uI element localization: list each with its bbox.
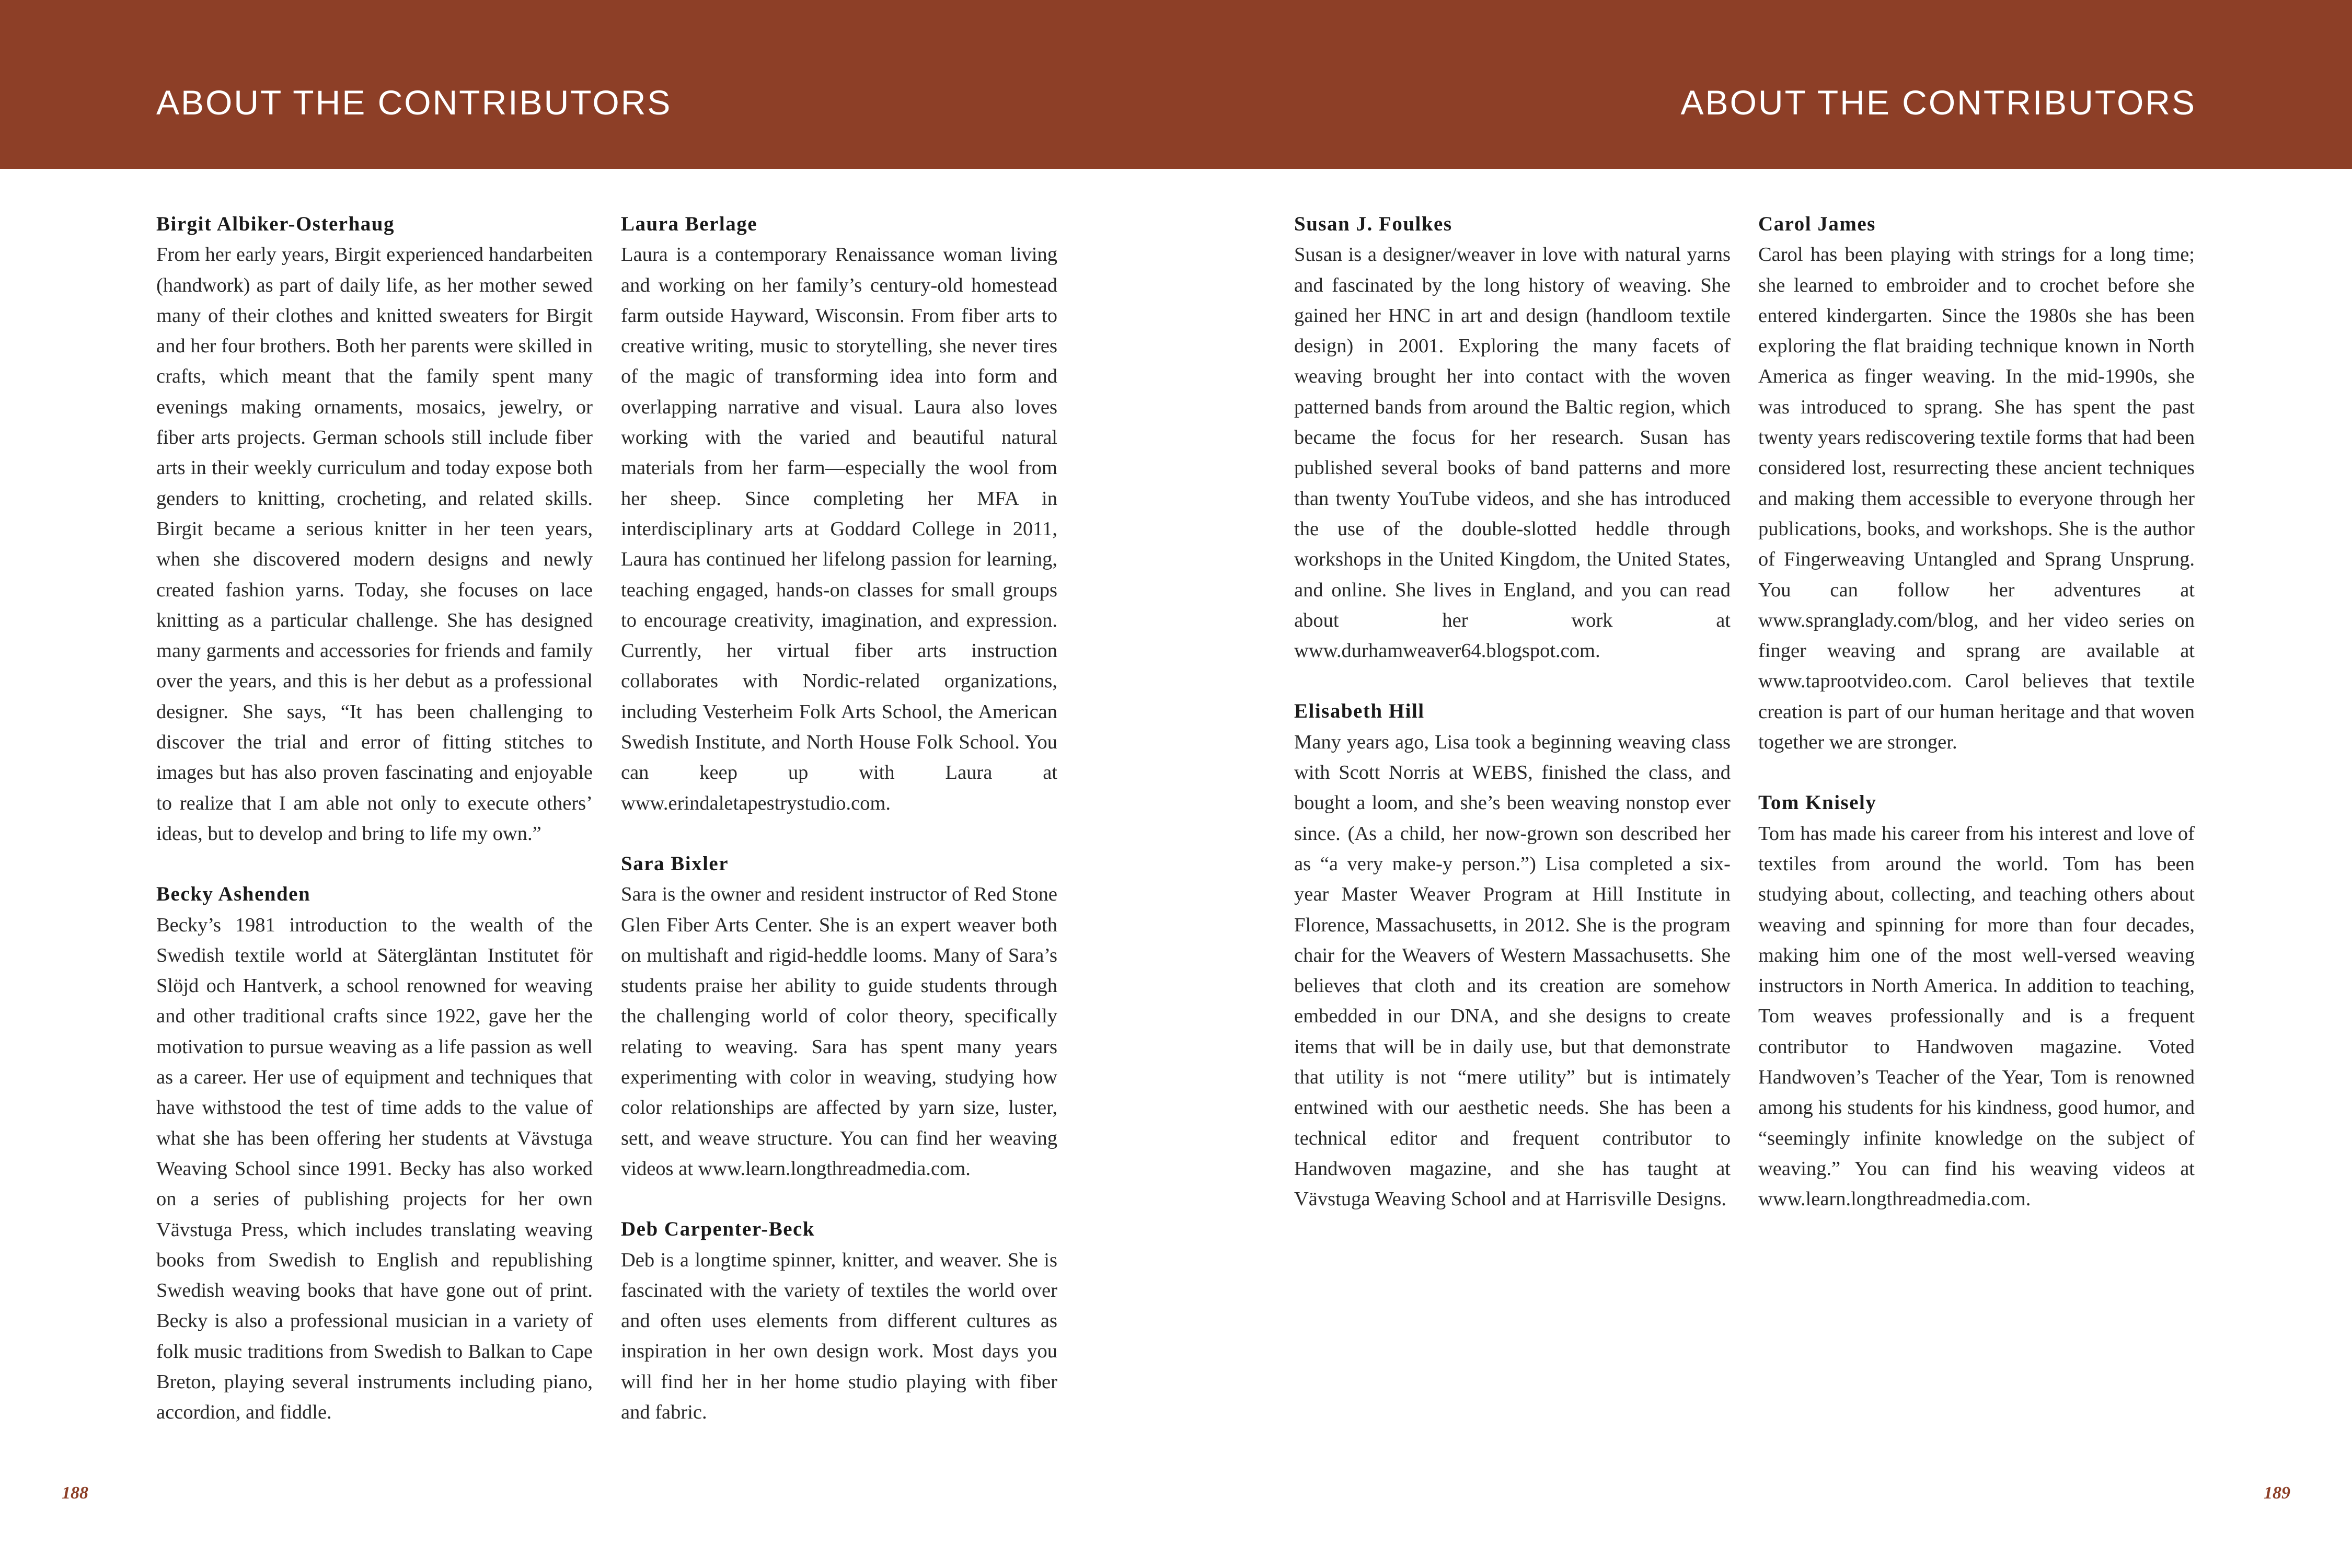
left-page-column-1 xyxy=(156,209,593,1458)
contributor-bio: Carol has been playing with strings for a long time; she learned to embroider and to crochet before she entered kindergarten. Since the 1980s she has been exploring the flat braiding technique known in North America as finger weaving. In the mid-1990s, she was introduced to sprang. She has spent the past twenty years rediscovering textile forms that had been considered lost, resurrecting these ancient techniques and making them accessible to everyone through her publications, books, and workshops. She is the author of Fingerweaving Untangled and Sprang Unsprung. You can follow her adventures at www.spranglady.com/blog, and her video series on finger weaving and sprang are available at www.taprootvideo.com. Carol believes that textile creation is part of our human heritage and that woven together we are stronger. xyxy=(1758,244,2195,754)
contributor-name: Carol James xyxy=(1758,213,1876,235)
contributor-bio: Laura is a contemporary Renaissance woman living and working on her family’s century-old homestead farm outside Hayward, Wisconsin. From fiber arts to creative writing, music to storytelling, she never tires of the magic of transforming idea into form and overlapping narrative and visual. Laura also loves working with the varied and beautiful natural materials from her farm—especially the wool from her sheep. Since completing her MFA in interdisciplinary arts at Goddard College in 2011, Laura has continued her lifelong passion for learning, teaching engaged, hands-on classes for small groups to encourage creativity, imagination, and expression. Currently, her virtual fiber arts instruction collaborates with Nordic-related organizations, including Vesterheim Folk Arts School, the American Swedish Institute, and North House Folk School. You can keep up with Laura at www.erindaletapestrystudio.com. xyxy=(621,244,1057,814)
contributor-bio: Becky’s 1981 introduction to the wealth of the Swedish textile world at Sätergläntan Institutet för Slöjd och Hantverk, a school renowned for weaving and other traditional crafts since 1922, gave her the motivation to pursue weaving as a life passion as well as a career. Her use of equipment and techniques that have withstood the test of time adds to the value of what she has been offering her students at Vävstuga Weaving School since 1991. Becky has also worked on a series of publishing projects for her own Vävstuga Press, which includes translating weaving books from Swedish to English and republishing Swedish weaving books that have gone out of print. Becky is also a professional musician in a variety of folk music traditions from Swedish to Balkan to Cape Breton, playing several instruments including piano, accordion, and fiddle. xyxy=(156,914,593,1424)
contributor-name: Birgit Albiker-Osterhaug xyxy=(156,213,395,235)
contributor-bio: Many years ago, Lisa took a beginning weaving class with Scott Norris at WEBS, finished the class, and bought a loom, and she’s been weaving nonstop ever since. (As a child, her now-grown son described her as “a very make-y person.”) Lisa completed a six-year Master Weaver Program at Hill Institute in Florence, Massachusetts, in 2012. She is the program chair for the Weavers of Western Massachusetts. She believes that cloth and its creation are somehow embedded in our DNA, and she designs to create items that will be in daily use, but that demonstrate that utility is not “mere utility” but is intimately entwined with our aesthetic needs. She has been a technical editor and frequent contributor to Handwoven magazine, and she has taught at Vävstuga Weaving School and at Harrisville Designs. xyxy=(1294,731,1731,1210)
contributor-entry xyxy=(1758,209,2195,757)
contributor-entry xyxy=(1758,788,2195,1214)
contributor-entry xyxy=(621,1214,1057,1427)
contributor-name: Elisabeth Hill xyxy=(1294,700,1425,723)
contributor-name: Tom Knisely xyxy=(1758,791,1877,814)
contributor-entry xyxy=(156,879,593,1427)
contributor-bio: Deb is a longtime spinner, knitter, and weaver. She is fascinated with the variety of textiles the world over and often uses elements from different cultures as inspiration in her own design work. Most days you will find her in her home studio playing with fiber and fabric. xyxy=(621,1249,1057,1423)
right-page-number: 189 xyxy=(2264,1483,2290,1503)
header-band xyxy=(0,0,2352,169)
contributor-name: Becky Ashenden xyxy=(156,883,311,906)
contributor-bio: Tom has made his career from his interest and love of textiles from around the world. Tom has been studying about, collecting, and teaching others about weaving and spinning for more than four decades, making him one of the most well-versed weaving instructors in North America. In addition to teaching, Tom weaves professionally and is a frequent contributor to Handwoven magazine. Voted Handwoven’s Teacher of the Year, Tom is renowned among his students for his kindness, good humor, and “seemingly infinite knowledge on the subject of weaving.” You can find his weaving videos at www.learn.longthreadmedia.com. xyxy=(1758,822,2195,1210)
contributor-bio: Susan is a designer/weaver in love with natural yarns and fascinated by the long history of weaving. She gained her HNC in art and design (handloom textile design) in 2001. Exploring the many facets of weaving brought her into contact with the woven patterned bands from around the Baltic region, which became the focus for her research. Susan has published several books of band patterns and more than twenty YouTube videos, and she has introduced the use of the double-slotted heddle through workshops in the United Kingdom, the United States, and online. She lives in England, and you can read about her work at www.durhamweaver64.blogspot.com. xyxy=(1294,244,1731,662)
contributor-entry xyxy=(621,849,1057,1184)
contributor-bio: From her early years, Birgit experienced handarbeiten (handwork) as part of daily life, as her mother sewed many of their clothes and knitted sweaters for Birgit and her four brothers. Both her parents were skilled in crafts, which meant that the family spent many evenings making ornaments, mosaics, jewelry, or fiber arts projects. German schools still include fiber arts in their weekly curriculum and today expose both genders to knitting, crocheting, and related skills. Birgit became a serious knitter in her teen years, when she discovered modern designs and newly created fashion yarns. Today, she focuses on lace knitting as a particular challenge. She has designed many garments and accessories for friends and family over the years, and this is her debut as a professional designer. She says, “It has been challenging to discover the trial and error of fitting stitches to images but has also proven fascinating and enjoyable to realize that I am able not only to execute others’ ideas, but to develop and bring to life my own.” xyxy=(156,244,593,845)
left-page-header: ABOUT THE CONTRIBUTORS xyxy=(156,83,672,122)
contributor-name: Deb Carpenter-Beck xyxy=(621,1218,815,1241)
right-page-column-1 xyxy=(1294,209,1731,1245)
right-page-header: ABOUT THE CONTRIBUTORS xyxy=(1680,83,2196,122)
contributor-entry xyxy=(1294,696,1731,1214)
contributor-name: Susan J. Foulkes xyxy=(1294,213,1452,235)
right-page-column-2 xyxy=(1758,209,2195,1245)
left-page-number: 188 xyxy=(62,1483,88,1503)
contributor-entry xyxy=(1294,209,1731,666)
contributor-name: Sara Bixler xyxy=(621,852,729,875)
contributor-entry xyxy=(156,209,593,849)
left-page-column-2 xyxy=(621,209,1057,1458)
contributor-entry xyxy=(621,209,1057,818)
contributor-name: Laura Berlage xyxy=(621,213,758,235)
contributor-bio: Sara is the owner and resident instructor of Red Stone Glen Fiber Arts Center. She is an expert weaver both on multishaft and rigid-heddle looms. Many of Sara’s students praise her ability to guide students through the challenging world of color theory, specifically relating to weaving. Sara has spent many years experimenting with color in weaving, studying how color relationships are affected by yarn size, luster, sett, and weave structure. You can find her weaving videos at www.learn.longthreadmedia.com. xyxy=(621,883,1057,1180)
